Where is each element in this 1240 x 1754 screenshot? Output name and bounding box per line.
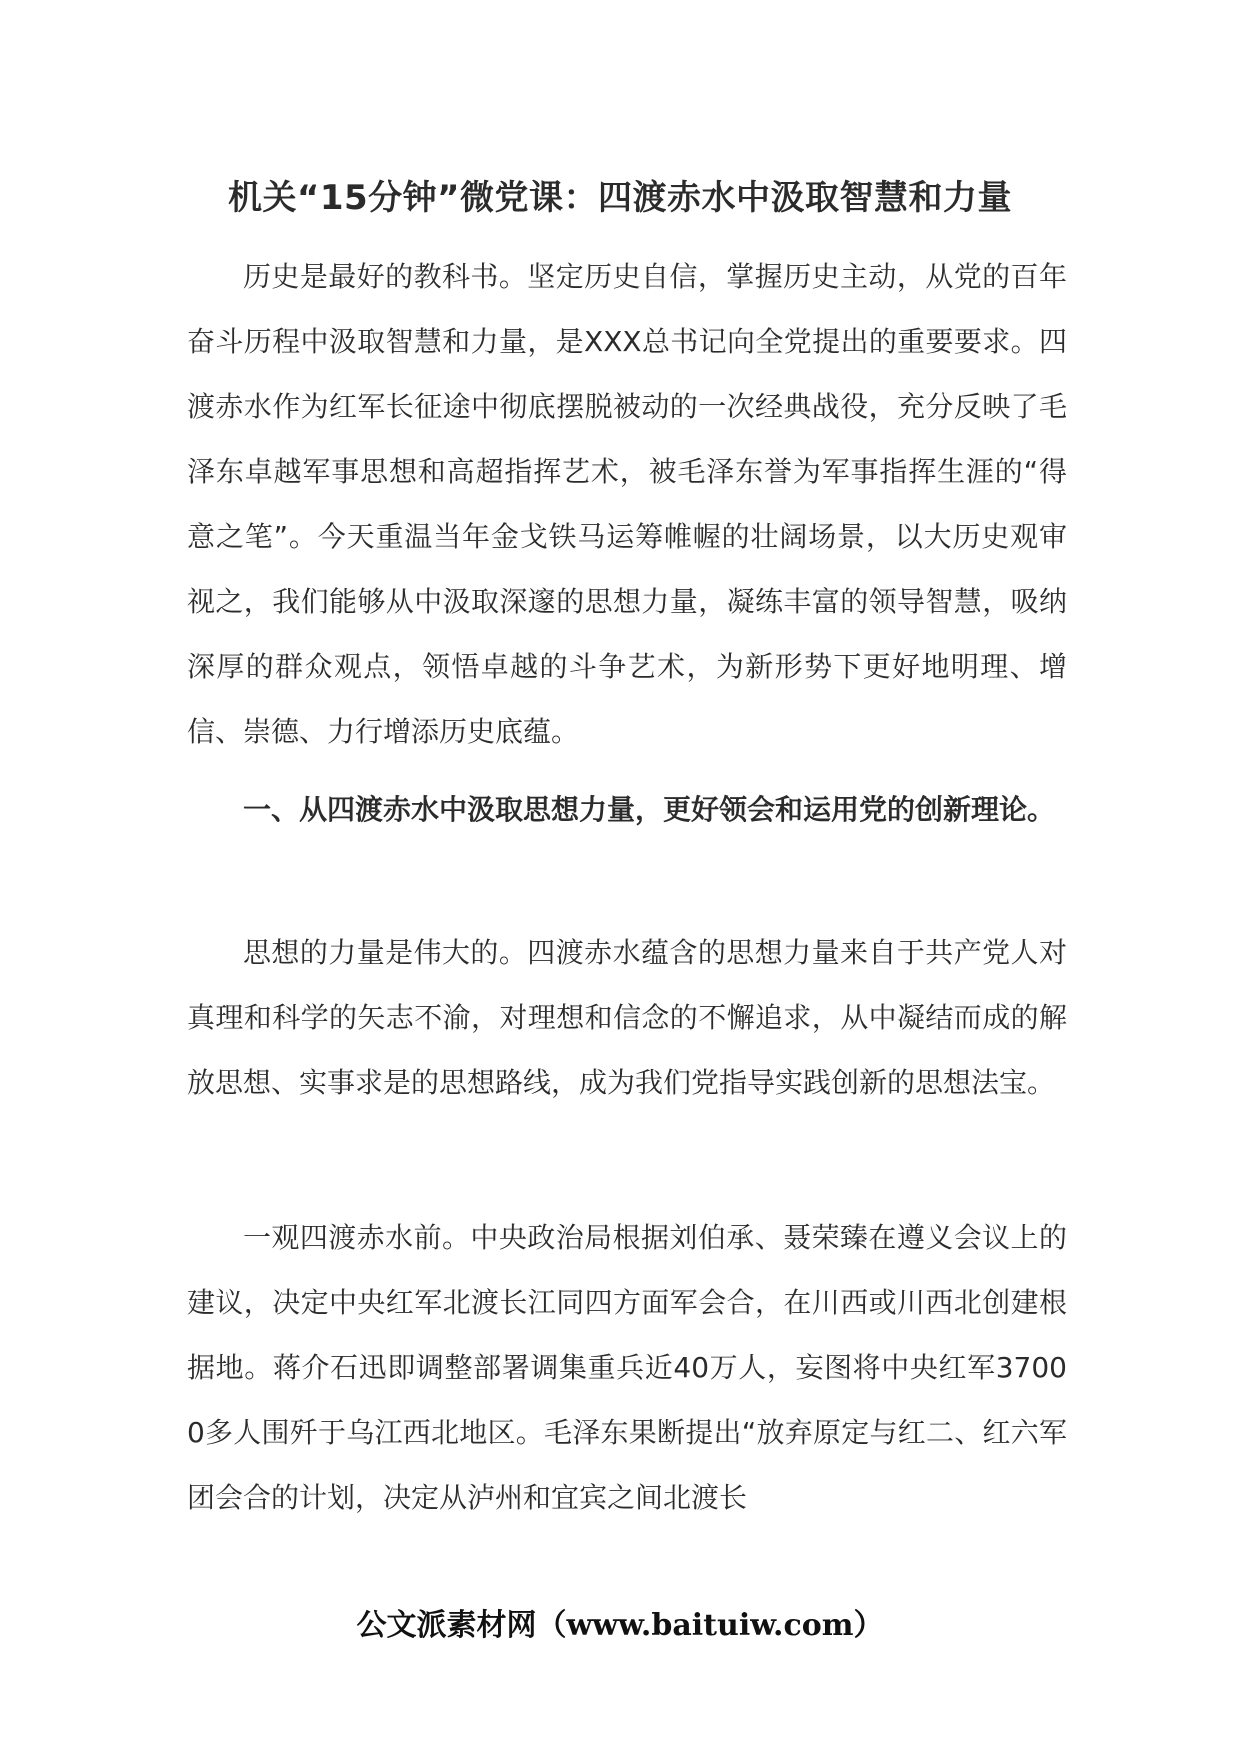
paragraph-thought-power: 思想的力量是伟大的。四渡赤水蕴含的思想力量来自于共产党人对真理和科学的矢志不渝，对理想和信念的不懈追求，从中凝结而成的解放思想、实事求是的思想路线，成为我们党指导实践创新的思想法宝。 [187,936,1067,1099]
paragraph-intro: 历史是最好的教科书。坚定历史自信，掌握历史主动，从党的百年奋斗历程中汲取智慧和力量，是XXX总书记向全党提出的重要要求。四渡赤水作为红军长征途中彻底摆脱被动的一次经典战役，充分反映了毛泽东卓越军事思想和高超指挥艺术，被毛泽东誉为军事指挥生涯的“得意之笔”。今天重温当年金戈铁马运筹帷幄的壮阔场景，以大历史观审视之，我们能够从中汲取深邃的思想力量，凝练丰富的领导智慧，吸纳深厚的群众观点，领悟卓越的斗争艺术，为新形势下更好地明理、增信、崇德、力行增添历史底蕴。 [187,260,1067,748]
document-title: 机关“15分钟”微党课：四渡赤水中汲取智慧和力量 [227,178,1012,218]
footer-source: 公文派素材网（www.baituiw.com） [356,1608,884,1643]
paragraph-before-crossing: 一观四渡赤水前。中央政治局根据刘伯承、聂荣臻在遵义会议上的建议，决定中央红军北渡长江同四方面军会合，在川西或川西北创建根据地。蒋介石迅即调整部署调集重兵近40万人，妄图将中央红军37000多人围歼于乌江西北地区。毛泽东果断提出“放弃原定与红二、红六军团会合的计划，决定从泸州和宜宾之间北渡长 [187,1221,1067,1514]
section-heading-1: 一、从四渡赤水中汲取思想力量，更好领会和运用党的创新理论。 [243,793,1056,826]
